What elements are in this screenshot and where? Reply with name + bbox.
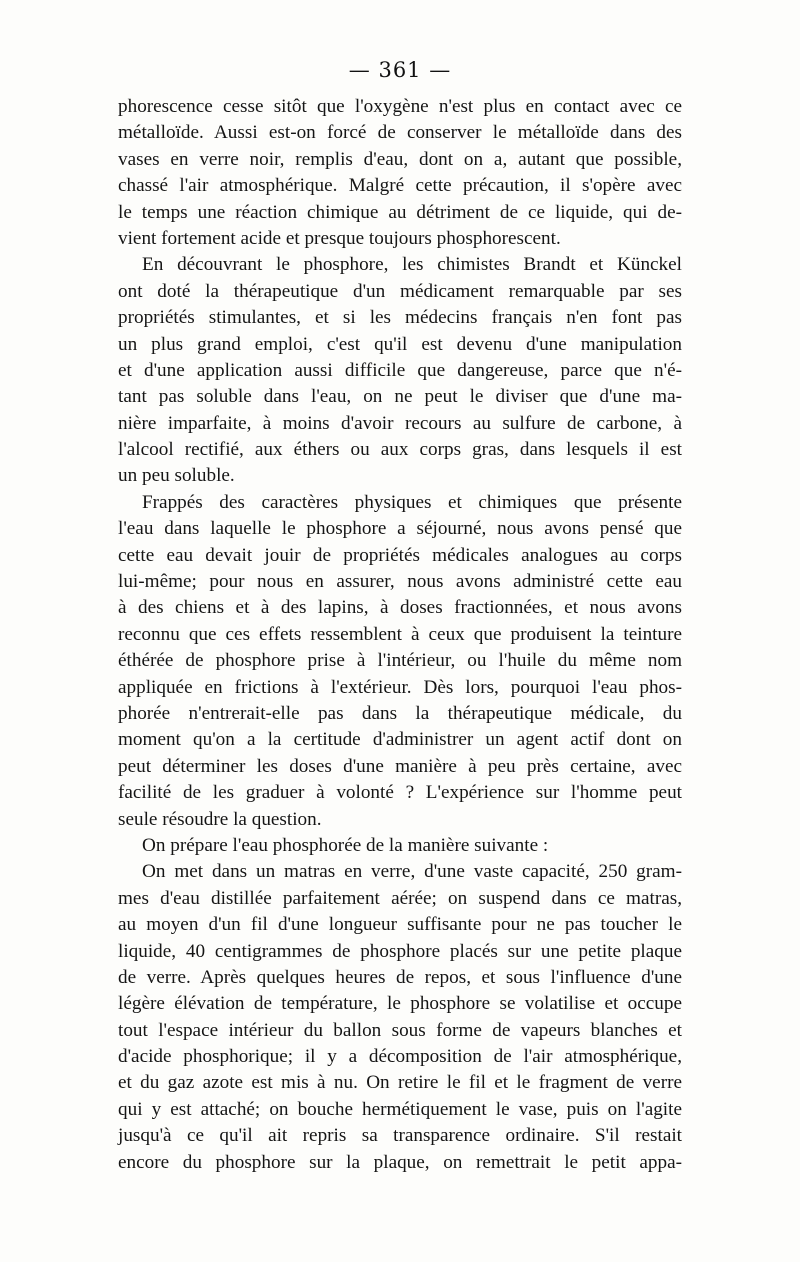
- text-line: vient fortement acide et presque toujours phosphorescent.: [118, 227, 561, 249]
- text-line: chassé l'air atmosphérique. Malgré cette précaution, il s'opère avec: [118, 175, 682, 197]
- text-line: à des chiens et à des lapins, à doses fractionnées, et nous avons: [118, 597, 682, 619]
- text-line: tant pas soluble dans l'eau, on ne peut le diviser que d'une ma-: [118, 386, 682, 408]
- text-line: de verre. Après quelques heures de repos, et sous l'influence d'une: [118, 966, 682, 988]
- text-line: reconnu que ces effets ressemblent à ceux que produisent la teinture: [118, 623, 682, 645]
- page-number: — 361 —: [348, 58, 452, 82]
- text-line: et du gaz azote est mis à nu. On retire le fil et le fragment de verre: [118, 1072, 682, 1094]
- text-line: au moyen d'un fil d'une longueur suffisante pour ne pas toucher le: [118, 914, 682, 936]
- text-line: On met dans un matras en verre, d'une vaste capacité, 250 gram-: [142, 861, 682, 883]
- text-line: propriétés stimulantes, et si les médecins français n'en font pas: [118, 307, 682, 329]
- body-text: [118, 94, 682, 1176]
- text-line: Frappés des caractères physiques et chimiques que présente: [142, 491, 682, 513]
- text-line: légère élévation de température, le phosphore se volatilise et occupe: [118, 993, 682, 1015]
- text-line: lui-même; pour nous en assurer, nous avons administré cette eau: [118, 571, 682, 593]
- text-line: liquide, 40 centigrammes de phosphore placés sur une petite plaque: [118, 940, 682, 962]
- text-line: moment qu'on a la certitude d'administrer un agent actif dont on: [118, 729, 682, 751]
- text-line: un peu soluble.: [118, 465, 235, 487]
- text-line: et d'une application aussi difficile que dangereuse, parce que n'é-: [118, 359, 682, 381]
- text-line: facilité de les graduer à volonté ? L'expérience sur l'homme peut: [118, 782, 682, 804]
- text-line: phorescence cesse sitôt que l'oxygène n'est plus en contact avec ce: [118, 96, 682, 117]
- text-line: encore du phosphore sur la plaque, on remettrait le petit appa-: [118, 1151, 682, 1173]
- text-line: phorée n'entrerait-elle pas dans la thérapeutique médicale, du: [118, 702, 682, 724]
- text-line: cette eau devait jouir de propriétés médicales analogues au corps: [118, 544, 682, 566]
- text-line: métalloïde. Aussi est-on forcé de conserver le métalloïde dans des: [118, 122, 682, 144]
- text-line: En découvrant le phosphore, les chimistes Brandt et Künckel: [142, 254, 682, 276]
- text-line: mes d'eau distillée parfaitement aérée; on suspend dans ce matras,: [118, 887, 682, 909]
- text-line: l'alcool rectifié, aux éthers ou aux corps gras, dans lesquels il est: [118, 439, 682, 461]
- text-line: jusqu'à ce qu'il ait repris sa transparence ordinaire. S'il restait: [118, 1125, 682, 1147]
- text-line: seule résoudre la question.: [118, 808, 322, 830]
- text-line: peut déterminer les doses d'une manière à peu près certaine, avec: [118, 755, 682, 777]
- text-line: On prépare l'eau phosphorée de la manière suivante :: [142, 834, 549, 856]
- text-line: vases en verre noir, remplis d'eau, dont on a, autant que possible,: [118, 148, 682, 170]
- text-line: le temps une réaction chimique au détriment de ce liquide, qui de-: [118, 201, 682, 223]
- text-line: d'acide phosphorique; il y a décomposition de l'air atmosphérique,: [118, 1046, 682, 1068]
- text-line: ont doté la thérapeutique d'un médicament remarquable par ses: [118, 280, 682, 302]
- text-line: un plus grand emploi, c'est qu'il est devenu d'une manipulation: [118, 333, 682, 355]
- text-line: tout l'espace intérieur du ballon sous forme de vapeurs blanches et: [118, 1019, 682, 1041]
- text-line: qui y est attaché; on bouche hermétiquement le vase, puis on l'agite: [118, 1098, 682, 1120]
- text-line: nière imparfaite, à moins d'avoir recours au sulfure de carbone, à: [118, 412, 682, 434]
- text-line: éthérée de phosphore prise à l'intérieur, ou l'huile du même nom: [118, 650, 682, 672]
- text-line: l'eau dans laquelle le phosphore a séjourné, nous avons pensé que: [118, 518, 682, 540]
- text-line: appliquée en frictions à l'extérieur. Dès lors, pourquoi l'eau phos-: [118, 676, 682, 698]
